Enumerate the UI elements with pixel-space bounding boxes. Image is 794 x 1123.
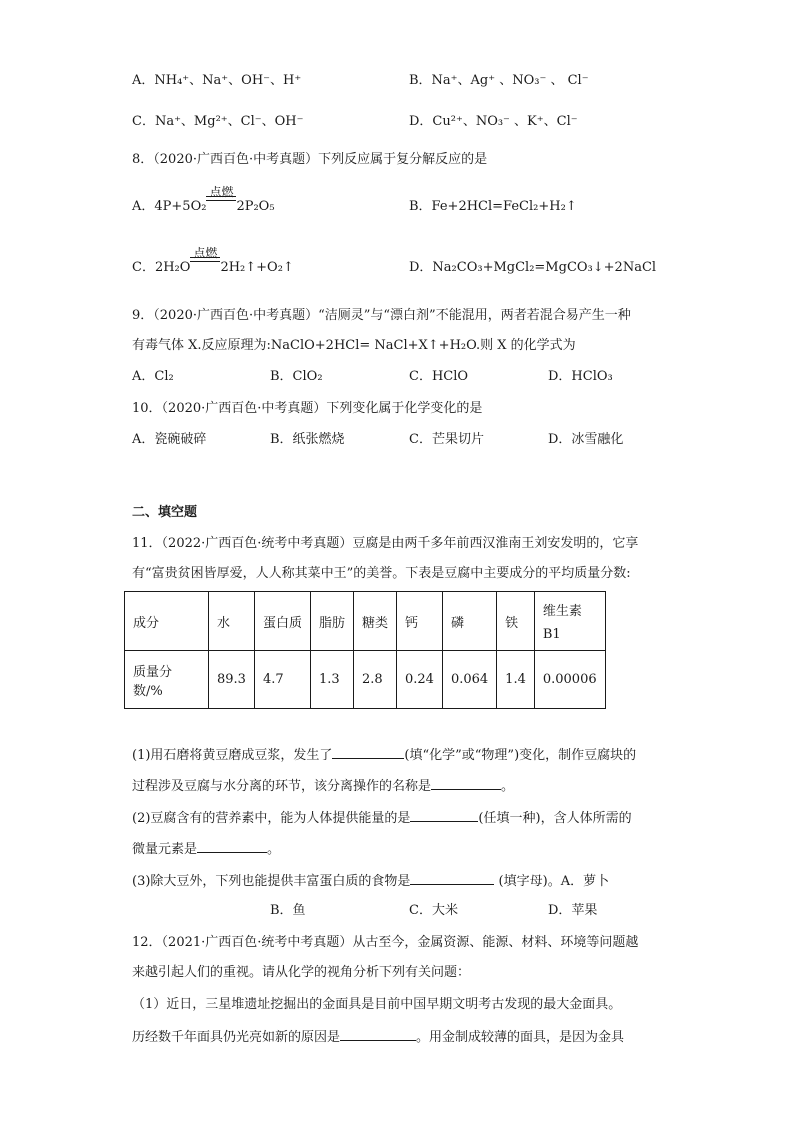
q9-stem-line1: 9．（2020·广西百色·中考真题）“洁厕灵”与“漂白剂”不能混用，两者若混合易产生一种 bbox=[132, 308, 631, 323]
tofu-composition-table bbox=[124, 591, 606, 709]
q8-c-right: 2H₂↑+O₂↑ bbox=[220, 260, 294, 275]
q8-stem: 8．（2020·广西百色·中考真题）下列反应属于复分解反应的是 bbox=[132, 152, 488, 167]
q9-option-c: C．HClO bbox=[409, 369, 469, 384]
q11-part3-text-b: (填字母)。A．萝卜 bbox=[494, 874, 610, 889]
q10-option-a: A．瓷碗破碎 bbox=[132, 432, 207, 447]
q10-option-c: C．芒果切片 bbox=[409, 432, 484, 447]
q11-part1-text-c: 过程涉及豆腐与水分离的环节，该分离操作的名称是 bbox=[132, 779, 432, 794]
table-cell: 1.4 bbox=[497, 651, 535, 709]
q11-part1-line2 bbox=[132, 775, 514, 797]
q11-stem-line2: 有“富贵贫困皆厚爱，人人称其菜中王”的美誉。下表是豆腐中主要成分的平均质量分数: bbox=[132, 566, 631, 581]
q10-stem: 10．（2020·广西百色·中考真题）下列变化属于化学变化的是 bbox=[132, 401, 483, 416]
q11-option-c: C．大米 bbox=[409, 903, 458, 918]
q8-c-reaction-arrow bbox=[190, 246, 220, 278]
q12-part1-text-b: 。用金制成较薄的面具，是因为金具 bbox=[416, 1030, 625, 1045]
q11-option-d: D．苹果 bbox=[548, 903, 598, 918]
q12-stem-line1: 12．（2021·广西百色·统考中考真题）从古至今，金属资源、能源、材料、环境等问题越 bbox=[132, 935, 639, 950]
table-header-vitamin-line2: B1 bbox=[542, 627, 561, 642]
answer-blank[interactable] bbox=[197, 838, 267, 853]
table-header-cell: 成分 bbox=[125, 592, 209, 651]
q11-part3-text-a: (3)除大豆外，下列也能提供丰富蛋白质的食物是 bbox=[132, 874, 411, 889]
q8-option-b: B．Fe+2HCl=FeCl₂+H₂↑ bbox=[409, 199, 577, 214]
table-header-cell: 磷 bbox=[442, 592, 496, 651]
section-heading-fill-in: 二、填空题 bbox=[132, 505, 198, 520]
table-header-cell: 脂肪 bbox=[310, 592, 353, 651]
q12-part1-text-a: 历经数千年面具仍光亮如新的原因是 bbox=[132, 1030, 341, 1045]
q11-part3-line1 bbox=[132, 870, 609, 892]
table-cell: 1.3 bbox=[310, 651, 353, 709]
q8-option-c bbox=[132, 246, 294, 278]
table-header-row bbox=[125, 592, 606, 651]
q12-part1-line1: （1）近日，三星堆遗址挖掘出的金面具是目前中国早期文明考古发现的最大金面具。 bbox=[132, 997, 622, 1012]
q10-option-d: D．冰雪融化 bbox=[548, 432, 624, 447]
table-cell: 质量分数/% bbox=[125, 651, 209, 709]
table-cell: 0.24 bbox=[397, 651, 443, 709]
table-header-cell-vitamin bbox=[534, 592, 605, 651]
q12-part1-line2 bbox=[132, 1026, 624, 1048]
q8-c-condition: 点燃 bbox=[193, 246, 218, 260]
table-cell: 0.064 bbox=[442, 651, 496, 709]
table-header-vitamin-line1: 维生素 bbox=[542, 604, 582, 619]
q11-part2-line1 bbox=[132, 807, 632, 829]
q11-part1-text-b: (填“化学”或“物理”)变化，制作豆腐块的 bbox=[404, 748, 637, 763]
q8-option-a bbox=[132, 185, 275, 217]
answer-blank[interactable] bbox=[410, 870, 494, 885]
table-header-cell: 糖类 bbox=[353, 592, 396, 651]
q11-part2-line2 bbox=[132, 838, 280, 860]
q9-option-a: A．Cl₂ bbox=[132, 369, 174, 384]
q9-stem-line2: 有毒气体 X.反应原理为:NaClO+2HCl= NaCl+X↑+H₂O.则 X 的化学式为 bbox=[132, 338, 576, 353]
q11-part2-text-c: 微量元素是 bbox=[132, 842, 198, 857]
q8-a-reaction-arrow bbox=[206, 185, 236, 217]
q8-option-d: D．Na₂CO₃+MgCl₂=MgCO₃↓+2NaCl bbox=[409, 260, 657, 275]
table-cell: 89.3 bbox=[209, 651, 255, 709]
q7-option-d: D．Cu²⁺、NO₃⁻ 、K⁺、Cl⁻ bbox=[409, 114, 578, 129]
table-header-cell: 铁 bbox=[497, 592, 535, 651]
q7-option-c: C．Na⁺、Mg²⁺、Cl⁻、OH⁻ bbox=[132, 114, 304, 129]
answer-blank[interactable] bbox=[332, 744, 404, 759]
answer-blank[interactable] bbox=[340, 1026, 416, 1041]
table-cell: 2.8 bbox=[353, 651, 396, 709]
q9-option-b: B．ClO₂ bbox=[270, 369, 323, 384]
q8-c-left: C．2H₂O bbox=[132, 260, 191, 275]
q11-part1-text-a: (1)用石磨将黄豆磨成豆浆，发生了 bbox=[132, 748, 333, 763]
answer-blank[interactable] bbox=[431, 775, 501, 790]
table-row bbox=[125, 651, 606, 709]
q11-option-b: B．鱼 bbox=[270, 903, 306, 918]
q8-a-right: 2P₂O₅ bbox=[236, 199, 275, 214]
table-header-cell: 蛋白质 bbox=[254, 592, 310, 651]
q7-option-a: A．NH₄⁺、Na⁺、OH⁻、H⁺ bbox=[132, 73, 302, 88]
q8-a-left: A．4P+5O₂ bbox=[132, 199, 207, 214]
q8-a-condition: 点燃 bbox=[209, 185, 234, 199]
q11-stem-line1: 11．（2022·广西百色·统考中考真题）豆腐是由两千多年前西汉淮南王刘安发明的，它享 bbox=[132, 536, 639, 551]
q7-option-b: B．Na⁺、Ag⁺ 、NO₃⁻ 、 Cl⁻ bbox=[409, 73, 589, 88]
table-cell: 4.7 bbox=[254, 651, 310, 709]
q10-option-b: B．纸张燃烧 bbox=[270, 432, 345, 447]
q11-part1-line1 bbox=[132, 744, 636, 766]
q9-option-d: D．HClO₃ bbox=[548, 369, 613, 384]
q11-part2-text-a: (2)豆腐含有的营养素中，能为人体提供能量的是 bbox=[132, 811, 411, 826]
table-header-cell: 钙 bbox=[397, 592, 443, 651]
q11-part2-text-b: (任填一种)，含人体所需的 bbox=[478, 811, 632, 826]
q11-part2-text-d: 。 bbox=[267, 842, 281, 857]
answer-blank[interactable] bbox=[410, 807, 478, 822]
table-cell: 0.00006 bbox=[534, 651, 605, 709]
table-header-cell: 水 bbox=[209, 592, 255, 651]
q11-part1-text-d: 。 bbox=[501, 779, 515, 794]
q12-stem-line2: 来越引起人们的重视。请从化学的视角分析下列有关问题： bbox=[132, 965, 471, 980]
